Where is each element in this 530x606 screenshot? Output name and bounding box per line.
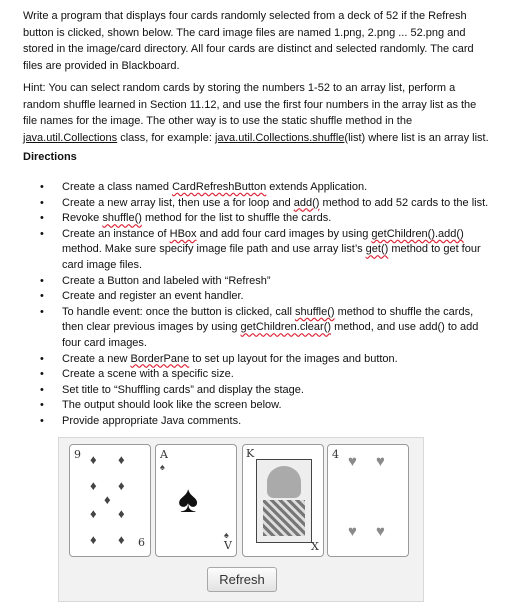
diamond-icon: ♦ [90,506,97,521]
bullet-icon: • [40,212,44,225]
directions-list [0,180,510,430]
spade-icon: ♠ [224,530,229,540]
intro-paragraph [23,8,507,74]
card-rank: 9 [74,448,81,461]
card-rank: A [160,448,168,461]
card-image [155,444,237,557]
list-item: • Set title to “Shuffling cards” and display the stage. [0,383,510,399]
heart-icon: ♥ [376,453,385,470]
list-item: • Create a Button and labeled with “Refresh” [0,274,510,290]
card-rank: K [246,447,255,460]
bullet-icon: • [40,227,44,240]
card-image [69,444,151,557]
card-rank: V [224,539,232,552]
diamond-icon: ♦ [118,452,125,467]
refresh-button[interactable]: Refresh [207,567,277,592]
list-item: • Create a scene with a specific size. [0,367,510,383]
bullet-icon: • [40,196,44,209]
card-rank: X [311,540,319,553]
hint-text: class, for example: [117,131,215,144]
intro-line: files are provided in Blackboard. [23,59,180,72]
intro-line: stored in the image/card directory. All four cards are distinct and selected randomly. The card [23,43,474,55]
collections-link[interactable]: java.util.Collections [23,131,118,144]
hint-line: file names for the image. The other way is to use the static shuffle method in the [23,115,413,127]
bullet-icon: • [40,352,44,365]
list-item: • Create a new BorderPane to set up layout for the images and button. [0,352,510,368]
bullet-icon: • [40,414,44,427]
list-item: • Create a new array list, then use a for loop and add() method to add 52 cards to the list. [0,196,510,212]
diamond-icon: ♦ [104,492,111,507]
diamond-icon: ♦ [90,452,97,467]
bullet-icon: • [40,290,44,303]
list-item: • Create and register an event handler. [0,289,510,305]
bullet-icon: • [40,383,44,396]
diamond-icon: ♦ [118,532,125,547]
sample-output-screenshot [58,437,424,602]
card-image [242,444,324,557]
heart-icon: ♥ [376,523,385,540]
list-item: • Provide appropriate Java comments. [0,414,510,430]
list-item: • Create an instance of HBox and add four card images by using getChildren().add() method. Make sure specify image file path and use array list’s get() method to get four card image files. [40,227,481,271]
hint-line [23,130,507,147]
bullet-icon: • [40,305,44,318]
list-item: • Revoke shuffle() method for the list to shuffle the cards. [0,211,510,227]
hint-line: Hint: You can select random cards by storing the numbers 1-52 to an array list, perform a [23,82,456,94]
list-item: • To handle event: once the button is clicked, call shuffle() method to shuffle the cards, then clear previous images by using getChildren.clear() method, and use add() to add four card images. [40,305,479,349]
card-image [327,444,409,557]
shuffle-link[interactable]: java.util.Collections.shuffle [214,131,345,144]
hint-text: (list) where list is an array list. [344,131,489,144]
spade-icon: ♠ [160,462,165,472]
intro-line: Write a program that displays four cards randomly selected from a deck of 52 if the Refresh [23,10,467,22]
king-figure-icon [256,459,312,543]
heart-icon: ♥ [348,453,357,470]
diamond-icon: ♦ [118,478,125,493]
card-rank: 6 [138,536,145,549]
hint-paragraph [23,80,507,146]
list-item: • The output should look like the screen below. [0,398,510,414]
spade-icon: ♠ [178,479,199,521]
directions-heading: Directions [23,151,77,163]
list-item: • Create a class named CardRefreshButton extends Application. [0,180,510,196]
diamond-icon: ♦ [118,506,125,521]
bullet-icon: • [40,181,44,193]
heart-icon: ♥ [348,523,357,540]
bullet-icon: • [40,399,44,412]
card-rank: 4 [332,448,339,461]
bullet-icon: • [40,274,44,287]
hint-line: random shuffle learned in Section 11.12, and use the first four numbers in the array list as the [23,98,477,111]
intro-line: button is clicked, shown below. The card image files are named 1.png, 2.png ... 52.png and [23,26,466,39]
bullet-icon: • [40,368,44,381]
diamond-icon: ♦ [90,478,97,493]
diamond-icon: ♦ [90,532,97,547]
